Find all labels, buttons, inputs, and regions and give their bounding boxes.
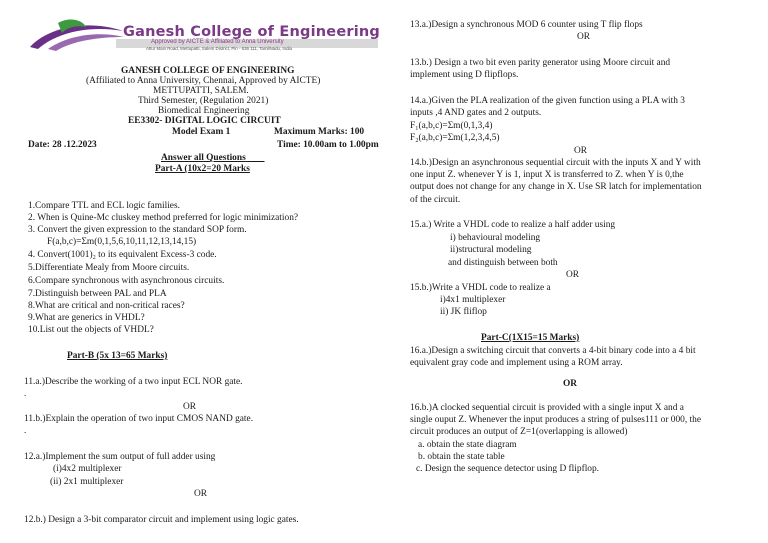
logo-tagline: Approved by AICTE & Affiliated to Anna University [151,39,284,45]
course-line: EE3302- DIGITAL LOGIC CIRCUIT [128,116,281,126]
part-a-heading: Part-A (10x2=20 Marks [155,164,250,174]
max-marks: Maximum Marks: 100 [274,127,365,137]
college-title: GANESH COLLEGE OF ENGINEERING [121,66,295,76]
question-6: 6.Compare synchronous with asynchronous circuits. [28,276,225,286]
question-15b-option-ii: ii) JK fliflop [440,307,487,317]
question-14b-line-1: 14.b.)Design an asynchronous sequential circuit with the inputs X and Y with [410,158,701,168]
question-1: 1.Compare TTL and ECL logic families. [28,201,180,211]
question-14a-f2: F₂(a,b,c)=Σm(1,2,3,4,5) [410,133,500,143]
question-14a-line-1: 14.a.)Given the PLA realization of the given function using a PLA with 3 [410,96,685,106]
question-14b-line-2: one input Z. whenever Y is 1, input X is transferred to Z. when Y is 0,the [410,170,684,180]
question-15a-line-1: 15.a.) Write a VHDL code to realize a half adder using [410,220,616,230]
logo-address: Attur Main Road, Mettupatti, Salem District, Pin - 636 111, TamilNadu, India [146,46,292,51]
question-12b: 12.b.) Design a 3-bit comparator circuit and implement using logic gates. [24,515,299,525]
or-separator-5: OR [566,270,580,280]
question-15b-option-i: i)4x1 multiplexer [440,295,506,305]
question-16a-line-2: equivalent gray code and implement using a ROM array. [410,358,623,368]
instructions-text: Answer all Questions [161,153,246,163]
question-3: 3. Convert the given expression to the standard SOP form. [28,225,247,235]
question-11b: 11.b.)Explain the operation of two input CMOS NAND gate. [24,414,254,424]
part-b-heading: Part-B (5x 13=65 Marks) [67,351,168,361]
stray-mark: . [24,388,27,398]
question-3-expression: F(a,b,c)=Σm(0,1,5,6,10,11,12,13,14,15) [47,237,197,247]
question-16b-line-1: 16.b.)A clocked sequential circuit is provided with a single input X and a [410,403,684,413]
question-14b-line-4: of the circuit. [410,195,461,205]
question-4: 4. Convert(1001)₂ to its equivalent Excess-3 code. [28,250,217,260]
question-15a-option-ii: ii)structural modeling [450,245,532,255]
department-line: Biomedical Engineering [158,106,250,116]
instructions [161,153,264,164]
question-16b-option-a: a. obtain the state diagram [418,440,517,450]
exam-title: Model Exam 1 [172,127,231,137]
exam-date: Date: 28 .12.2023 [28,140,97,150]
or-separator-2: OR [194,489,208,499]
stray-mark: . [24,425,27,435]
semester-line: Third Semester, (Regulation 2021) [138,96,269,106]
location-line: METTUPATTI, SALEM. [153,86,249,96]
question-12a: 12.a.)Implement the sum output of full adder using [24,452,216,462]
question-9: 9.What are generics in VHDL? [28,313,145,323]
question-13b-line-1: 13.b.) Design a two bit even parity generator using Moore circuit and [410,58,671,68]
question-15a-line-3: and distinguish between both [448,258,558,268]
question-14a-line-2: inputs ,4 AND gates and 2 outputs. [410,108,542,118]
part-c-heading: Part-C(1X15=15 Marks) [481,333,580,343]
or-separator-4: OR [574,146,588,156]
question-12a-option-i: (i)4x2 multiplexer [53,464,122,474]
question-2: 2. When is Quine-Mc cluskey method preferred for logic minimization? [28,213,299,223]
or-separator-6: OR [563,379,578,389]
exam-time: Time: 10.00am to 1.00pm [277,140,379,150]
question-16b-option-b: b. obtain the state table [418,452,505,462]
question-16b-option-c: c. Design the sequence detector using D flipflop. [416,464,600,474]
question-8: 8.What are critical and non-critical races? [28,301,185,311]
question-16b-line-3: circuit produces an output of Z=1(overlapping is allowed) [410,427,628,437]
logo-college-name: Ganesh College of Engineering [123,24,380,40]
question-13a: 13.a.)Design a synchronous MOD 6 counter using T flip flops [410,20,643,30]
or-separator-1: OR [183,402,197,412]
question-14a-f1: F₁(a,b,c)=Σm(0,1,3,4) [410,121,493,131]
question-7: 7.Distinguish between PAL and PLA [28,289,167,299]
question-11a: 11.a.)Describe the working of a two input ECL NOR gate. [24,377,243,387]
question-16a-line-1: 16.a.)Design a switching circuit that converts a 4-bit binary code into a 4 bit [410,346,696,356]
question-10: 10.List out the objects of VHDL? [28,325,154,335]
question-15b-line-1: 15.b.)Write a VHDL code to realize a [410,283,551,293]
affiliation-line: (Affiliated to Anna University, Chennai, Approved by AICTE) [86,76,321,86]
question-15a-option-i: i) behavioural modeling [450,233,541,243]
question-16b-line-2: single ouput Z. Whenever the input produces a string of pulses111 or 000, the [410,415,701,425]
question-5: 5.Differentiate Mealy from Moore circuits. [28,263,190,273]
question-14b-line-3: output does not change for any change in X. Use SR latch for implementation [410,182,702,192]
question-12a-option-ii: (ii) 2x1 multiplexer [50,477,124,487]
or-separator-3: OR [577,32,591,42]
question-13b-line-2: implement using D flipflops. [410,70,519,80]
